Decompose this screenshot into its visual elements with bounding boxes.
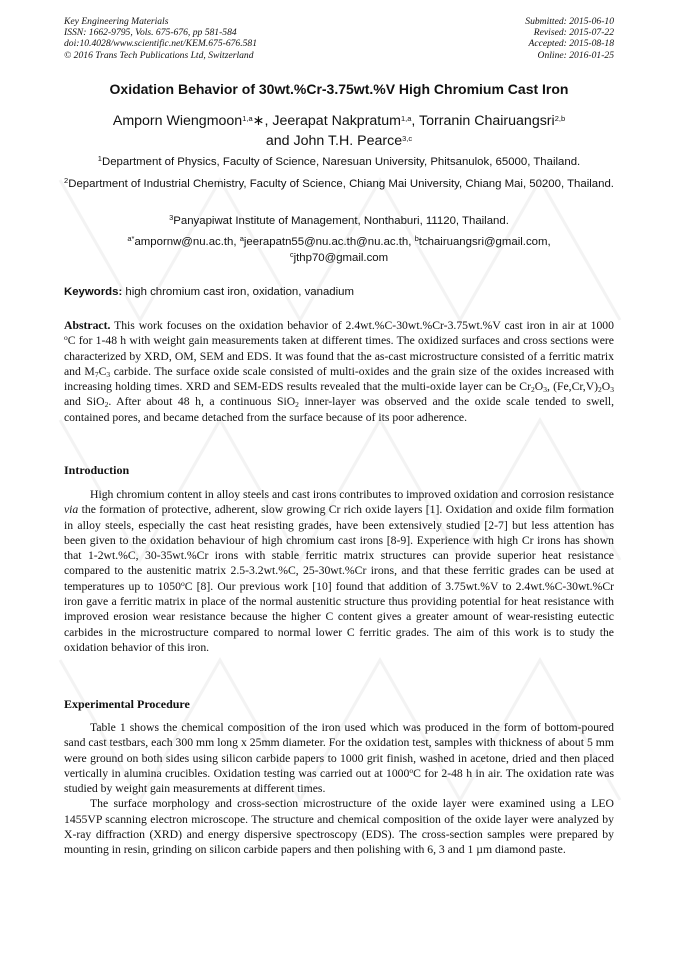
degree-sup: o bbox=[180, 578, 185, 588]
paper-title: Oxidation Behavior of 30wt.%Cr-3.75wt.%V High Chromium Cast Iron bbox=[109, 81, 569, 97]
abstract-text: and SiO bbox=[64, 395, 105, 409]
abstract-text: carbide. The surface oxide scale consisted of multi-oxides and the grain size of the oxides increased with increasing holding times. XRD and SEM-EDS results revealed that the multi-oxide layer can be Cr bbox=[64, 364, 614, 394]
abstract-text: , (Fe,Cr,V) bbox=[546, 380, 599, 394]
author-name: Amporn Wiengmoon bbox=[112, 113, 243, 129]
email: jthp70@gmail.com bbox=[293, 251, 389, 264]
author-and: and bbox=[265, 133, 290, 149]
journal-header-left bbox=[64, 16, 257, 61]
email-sup: a* bbox=[127, 234, 135, 243]
email-sup: a bbox=[239, 234, 244, 243]
subscript: 3 bbox=[106, 369, 111, 379]
email: tchairuangsri@gmail.com, bbox=[418, 236, 551, 248]
author-list bbox=[40, 111, 638, 151]
abstract bbox=[64, 318, 614, 425]
author-sup: 2,b bbox=[554, 114, 566, 123]
affiliation-text: Panyapiwat Institute of Management, Nonthaburi, 11120, Thailand. bbox=[173, 215, 509, 227]
exp-paragraph-2: The surface morphology and cross-section microstructure of the oxide layer were examined using a LEO 1455VP scanning electron microscope. The structure and chemical composition of the oxide layer were analyzed by X-ray diffraction (XRD) and energy dispersive spectroscopy (EDS). The cross-section samples were prepared by mounting in resin, grinding on silicon carbide papers and then polishing with 6, 3 and 1 µm diamond paste. bbox=[64, 797, 614, 857]
subscript: 3 bbox=[610, 385, 614, 395]
subscript: 7 bbox=[94, 369, 99, 379]
author-name: John T.H. Pearce bbox=[293, 133, 403, 149]
author-sup: 1,a bbox=[400, 114, 412, 123]
email: jeerapatn55@nu.ac.th@nu.ac.th, bbox=[243, 236, 412, 248]
affiliation-2 bbox=[64, 177, 614, 193]
affiliation-sup: 1 bbox=[97, 154, 102, 163]
keywords bbox=[64, 286, 624, 298]
subscript: 2 bbox=[295, 400, 299, 410]
email-sup: c bbox=[289, 249, 294, 259]
author-sup: 3,c bbox=[402, 134, 413, 143]
affiliation-sup: 3 bbox=[169, 213, 174, 222]
subscript: 2 bbox=[531, 385, 535, 395]
introduction-body bbox=[64, 487, 614, 655]
revised-date: Revised: 2015-07-22 bbox=[533, 27, 614, 39]
affiliation-text: Department of Physics, Faculty of Science, Naresuan University, Phitsanulok, 65000, Thailand. bbox=[101, 156, 581, 168]
abstract-text: O bbox=[601, 380, 611, 394]
abstract-text: O bbox=[534, 380, 544, 394]
email-sup: b bbox=[414, 234, 419, 243]
experimental-heading: Experimental Procedure bbox=[64, 697, 190, 711]
subscript: 2 bbox=[104, 400, 109, 410]
intro-text: C [8]. Our previous work [10] found that addition of 3.75wt.%V to 2.4wt.%C-30wt.%Cr iron gave a ferritic matrix in place of the normal austenitic structure thus providing potential for heat resistance with improved erosion wear resistance because the higher C content gives a greater amount of wear-resisting eutectic carbides in the microstructure compared to normal lower C ferritic grades. The aim of this work is to study the oxidation behavior of this iron. bbox=[64, 579, 615, 654]
intro-text: High chromium content in alloy steels and cast irons contributes to improved oxidation and corrosion resistance bbox=[90, 488, 614, 501]
keywords-label: Keywords: bbox=[64, 286, 123, 298]
journal-name: Key Engineering Materials bbox=[64, 16, 169, 27]
copyright: © 2016 Trans Tech Publications Ltd, Switzerland bbox=[64, 49, 254, 61]
exp-text: Table 1 shows the chemical composition of the iron used which was produced in the form of bottom-poured sand cast testbars, each 300 mm long x 25mm diameter. For the oxidation test, samples with thickness of about 5 mm were ground on both sides using silicon carbide papers to 1000 grit finish, washed in acetone, dried and then placed vertically in alumina crucibles. Oxidation testing was carried out at 1000 bbox=[64, 721, 614, 780]
issn: ISSN: 1662-9795, Vols. 675-676, pp 581-584 bbox=[64, 27, 237, 39]
author-name: Jeerapat Nakpratum bbox=[272, 113, 401, 129]
keywords-text: high chromium cast iron, oxidation, vanadium bbox=[125, 286, 354, 298]
experimental-body bbox=[64, 720, 614, 858]
abstract-label: Abstract. bbox=[64, 319, 111, 332]
exp-text: C for 2-48 h in air. The oxidation rate was studied by weight gain measurements at different times. bbox=[64, 766, 614, 796]
abstract-text: inner-layer was observed and the oxide scale tended to swell, contained pores, and became detached from the surface because of its poor adherence. bbox=[64, 395, 615, 424]
accepted-date: Accepted: 2015-08-18 bbox=[528, 38, 614, 50]
submitted-date: Submitted: 2015-06-10 bbox=[525, 16, 614, 27]
corresponding-star: ∗ bbox=[252, 113, 265, 129]
subscript: 2 bbox=[598, 385, 602, 395]
affiliation-sup: 2 bbox=[64, 176, 69, 185]
degree-sup: o bbox=[409, 765, 414, 775]
doi: doi:10.4028/www.scientific.net/KEM.675-676.581 bbox=[64, 38, 258, 50]
degree-sup: o bbox=[64, 333, 68, 343]
author-separator: , bbox=[411, 113, 416, 129]
subscript: 3 bbox=[543, 385, 547, 395]
email: ampornw@nu.ac.th, bbox=[134, 236, 237, 248]
abstract-text: . After about 48 h, a continuous SiO bbox=[108, 395, 296, 409]
journal-header-right bbox=[525, 16, 614, 61]
intro-text: the formation of protective, adherent, slow growing Cr rich oxide layers [1]. Oxidation and oxide film formation in alloy steels, especially the cast heat resisting grades, have been extensively studied [2-7] but less attention has been given to the oxidation behaviour of high chromium cast irons [8-9]. Experience with high Cr irons has shown that 1-2wt.%C, 30-35wt.%Cr irons with stable ferritic matrix structures can provide superior heat resistance compared to the austenitic matrix 2.5-3.2wt.%C, 25-30wt.%Cr irons, and that these ferritic grades can be used at temperatures up to 1050 bbox=[64, 503, 615, 593]
abstract-text: This work focuses on the oxidation behavior of 2.4wt.%C-30wt.%Cr-3.75wt.%V cast iron in air at 1000 bbox=[114, 319, 614, 332]
email-list bbox=[64, 235, 614, 266]
affiliation-1 bbox=[64, 155, 614, 171]
affiliation-3 bbox=[64, 214, 614, 230]
affiliation-text: Department of Industrial Chemistry, Faculty of Science, Chiang Mai University, Chiang Mai, 50200, Thailand. bbox=[68, 178, 614, 190]
author-separator: , bbox=[264, 113, 269, 129]
abstract-text: C for 1-48 h with weight gain measurements taken at different times. The oxidized surfaces and cross sections were characterized by XRD, OM, SEM and EDS. It was found that the as-cast microstructure consisted of a ferritic matrix and M bbox=[64, 334, 614, 378]
online-date: Online: 2016-01-25 bbox=[537, 49, 614, 61]
author-name: Torranin Chairuangsri bbox=[419, 113, 555, 129]
introduction-heading: Introduction bbox=[64, 463, 130, 477]
intro-italic: via bbox=[64, 503, 79, 517]
abstract-text: C bbox=[98, 364, 107, 378]
author-sup: 1,a bbox=[242, 114, 253, 123]
